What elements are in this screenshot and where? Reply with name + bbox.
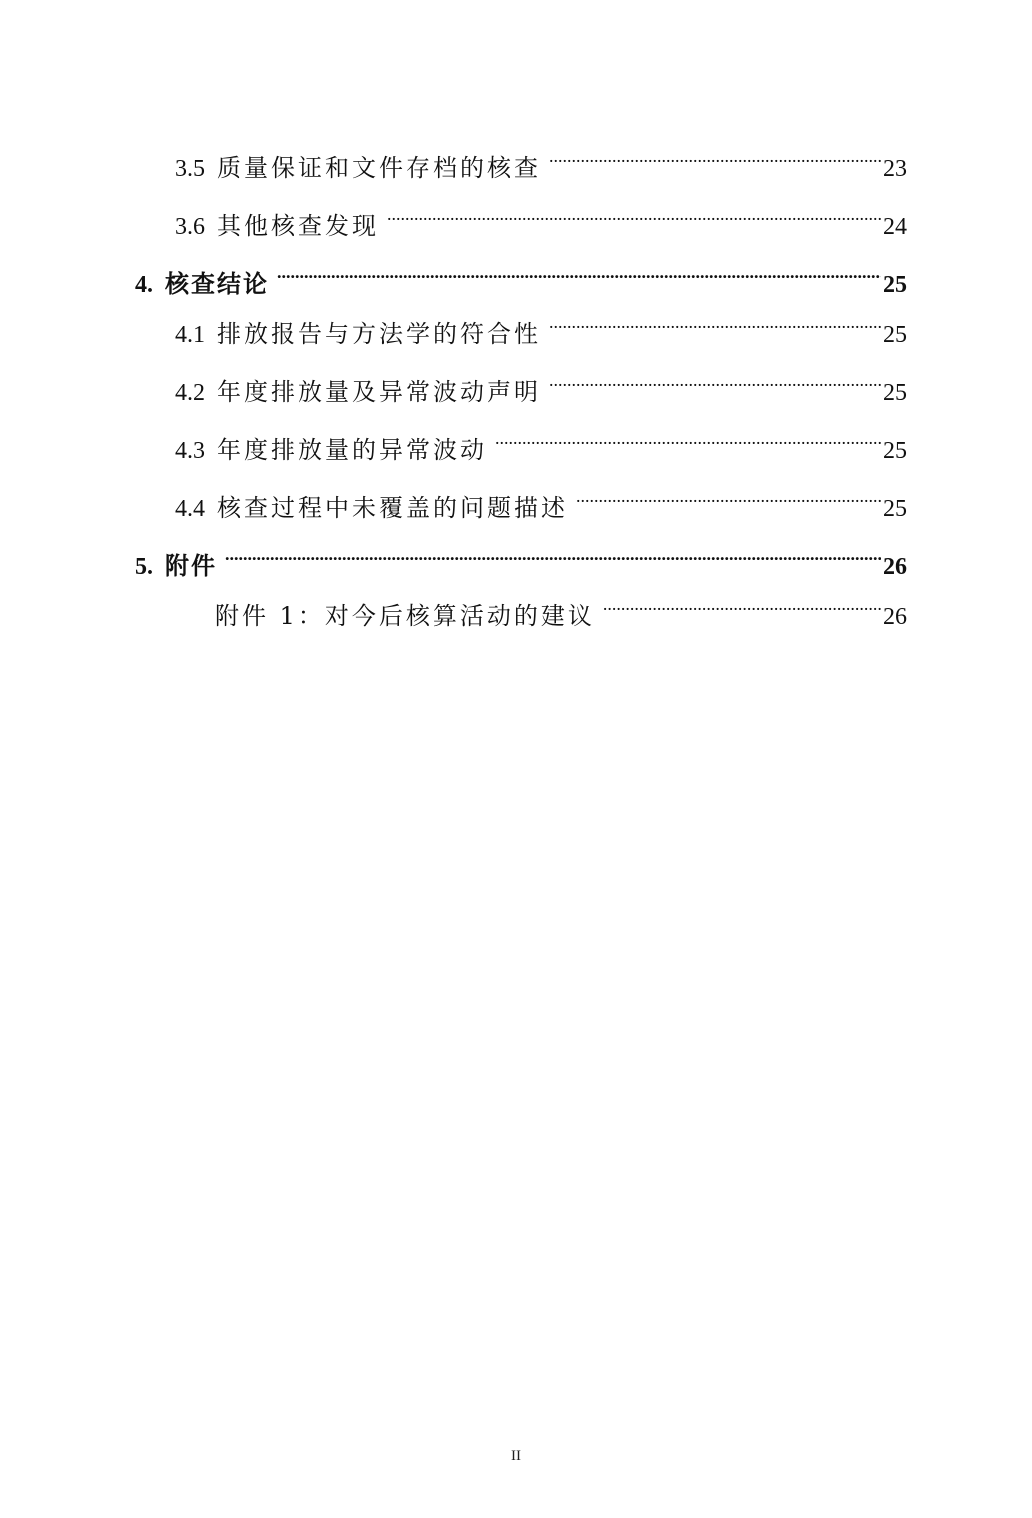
toc-entry-title: 排放报告与方法学的符合性 <box>217 320 541 348</box>
toc-entry-page: 25 <box>883 496 907 522</box>
toc-entry-number: 3.5 <box>175 156 205 182</box>
toc-entry-page: 25 <box>883 438 907 464</box>
toc-dot-leader <box>225 534 881 574</box>
toc-entry-number: 4.4 <box>175 496 205 522</box>
toc-dot-leader <box>549 136 881 176</box>
toc-entry-4-3[interactable] <box>175 418 907 464</box>
toc-entry-title: 质量保证和文件存档的核查 <box>217 154 541 182</box>
toc-entry-number: 4. <box>135 272 153 298</box>
toc-entry-3-6[interactable] <box>175 194 907 240</box>
toc-entry-title: 核查结论 <box>165 269 269 298</box>
toc-entry-number: 4.3 <box>175 438 205 464</box>
toc-entry-appendix-1[interactable] <box>215 584 907 630</box>
toc-dot-leader <box>603 584 881 624</box>
toc-entry-page: 24 <box>883 214 907 240</box>
toc-entry-page: 25 <box>883 380 907 406</box>
toc-entry-title: 其他核查发现 <box>217 212 379 240</box>
toc-entry-number: 3.6 <box>175 214 205 240</box>
toc-entry-4-2[interactable] <box>175 360 907 406</box>
toc-entry-page: 26 <box>883 604 907 630</box>
toc-entry-title: 年度排放量及异常波动声明 <box>217 378 541 406</box>
toc-entry-number: 4.2 <box>175 380 205 406</box>
toc-dot-leader <box>387 194 881 234</box>
toc-entry-title: 核查过程中未覆盖的问题描述 <box>217 494 568 522</box>
toc-entry-number: 4.1 <box>175 322 205 348</box>
toc-entry-4-4[interactable] <box>175 476 907 522</box>
toc-entry-5[interactable] <box>135 534 907 580</box>
toc-entry-title: 年度排放量的异常波动 <box>217 436 487 464</box>
toc-dot-leader <box>549 302 881 342</box>
toc-entry-page: 26 <box>883 554 907 580</box>
toc-entry-4[interactable] <box>135 252 907 298</box>
toc-dot-leader <box>549 360 881 400</box>
toc-dot-leader <box>576 476 881 516</box>
toc-entry-page: 25 <box>883 322 907 348</box>
toc-dot-leader <box>277 252 881 292</box>
toc-dot-leader <box>495 418 881 458</box>
toc-entry-3-5[interactable] <box>175 136 907 182</box>
toc-entry-4-1[interactable] <box>175 302 907 348</box>
toc-entry-page: 23 <box>883 156 907 182</box>
toc-entry-number: 5. <box>135 554 153 580</box>
toc-entry-page: 25 <box>883 272 907 298</box>
toc-entry-title: 附件 1：对今后核算活动的建议 <box>215 602 595 630</box>
toc-entry-title: 附件 <box>165 551 217 580</box>
page-number: II <box>511 1448 521 1464</box>
